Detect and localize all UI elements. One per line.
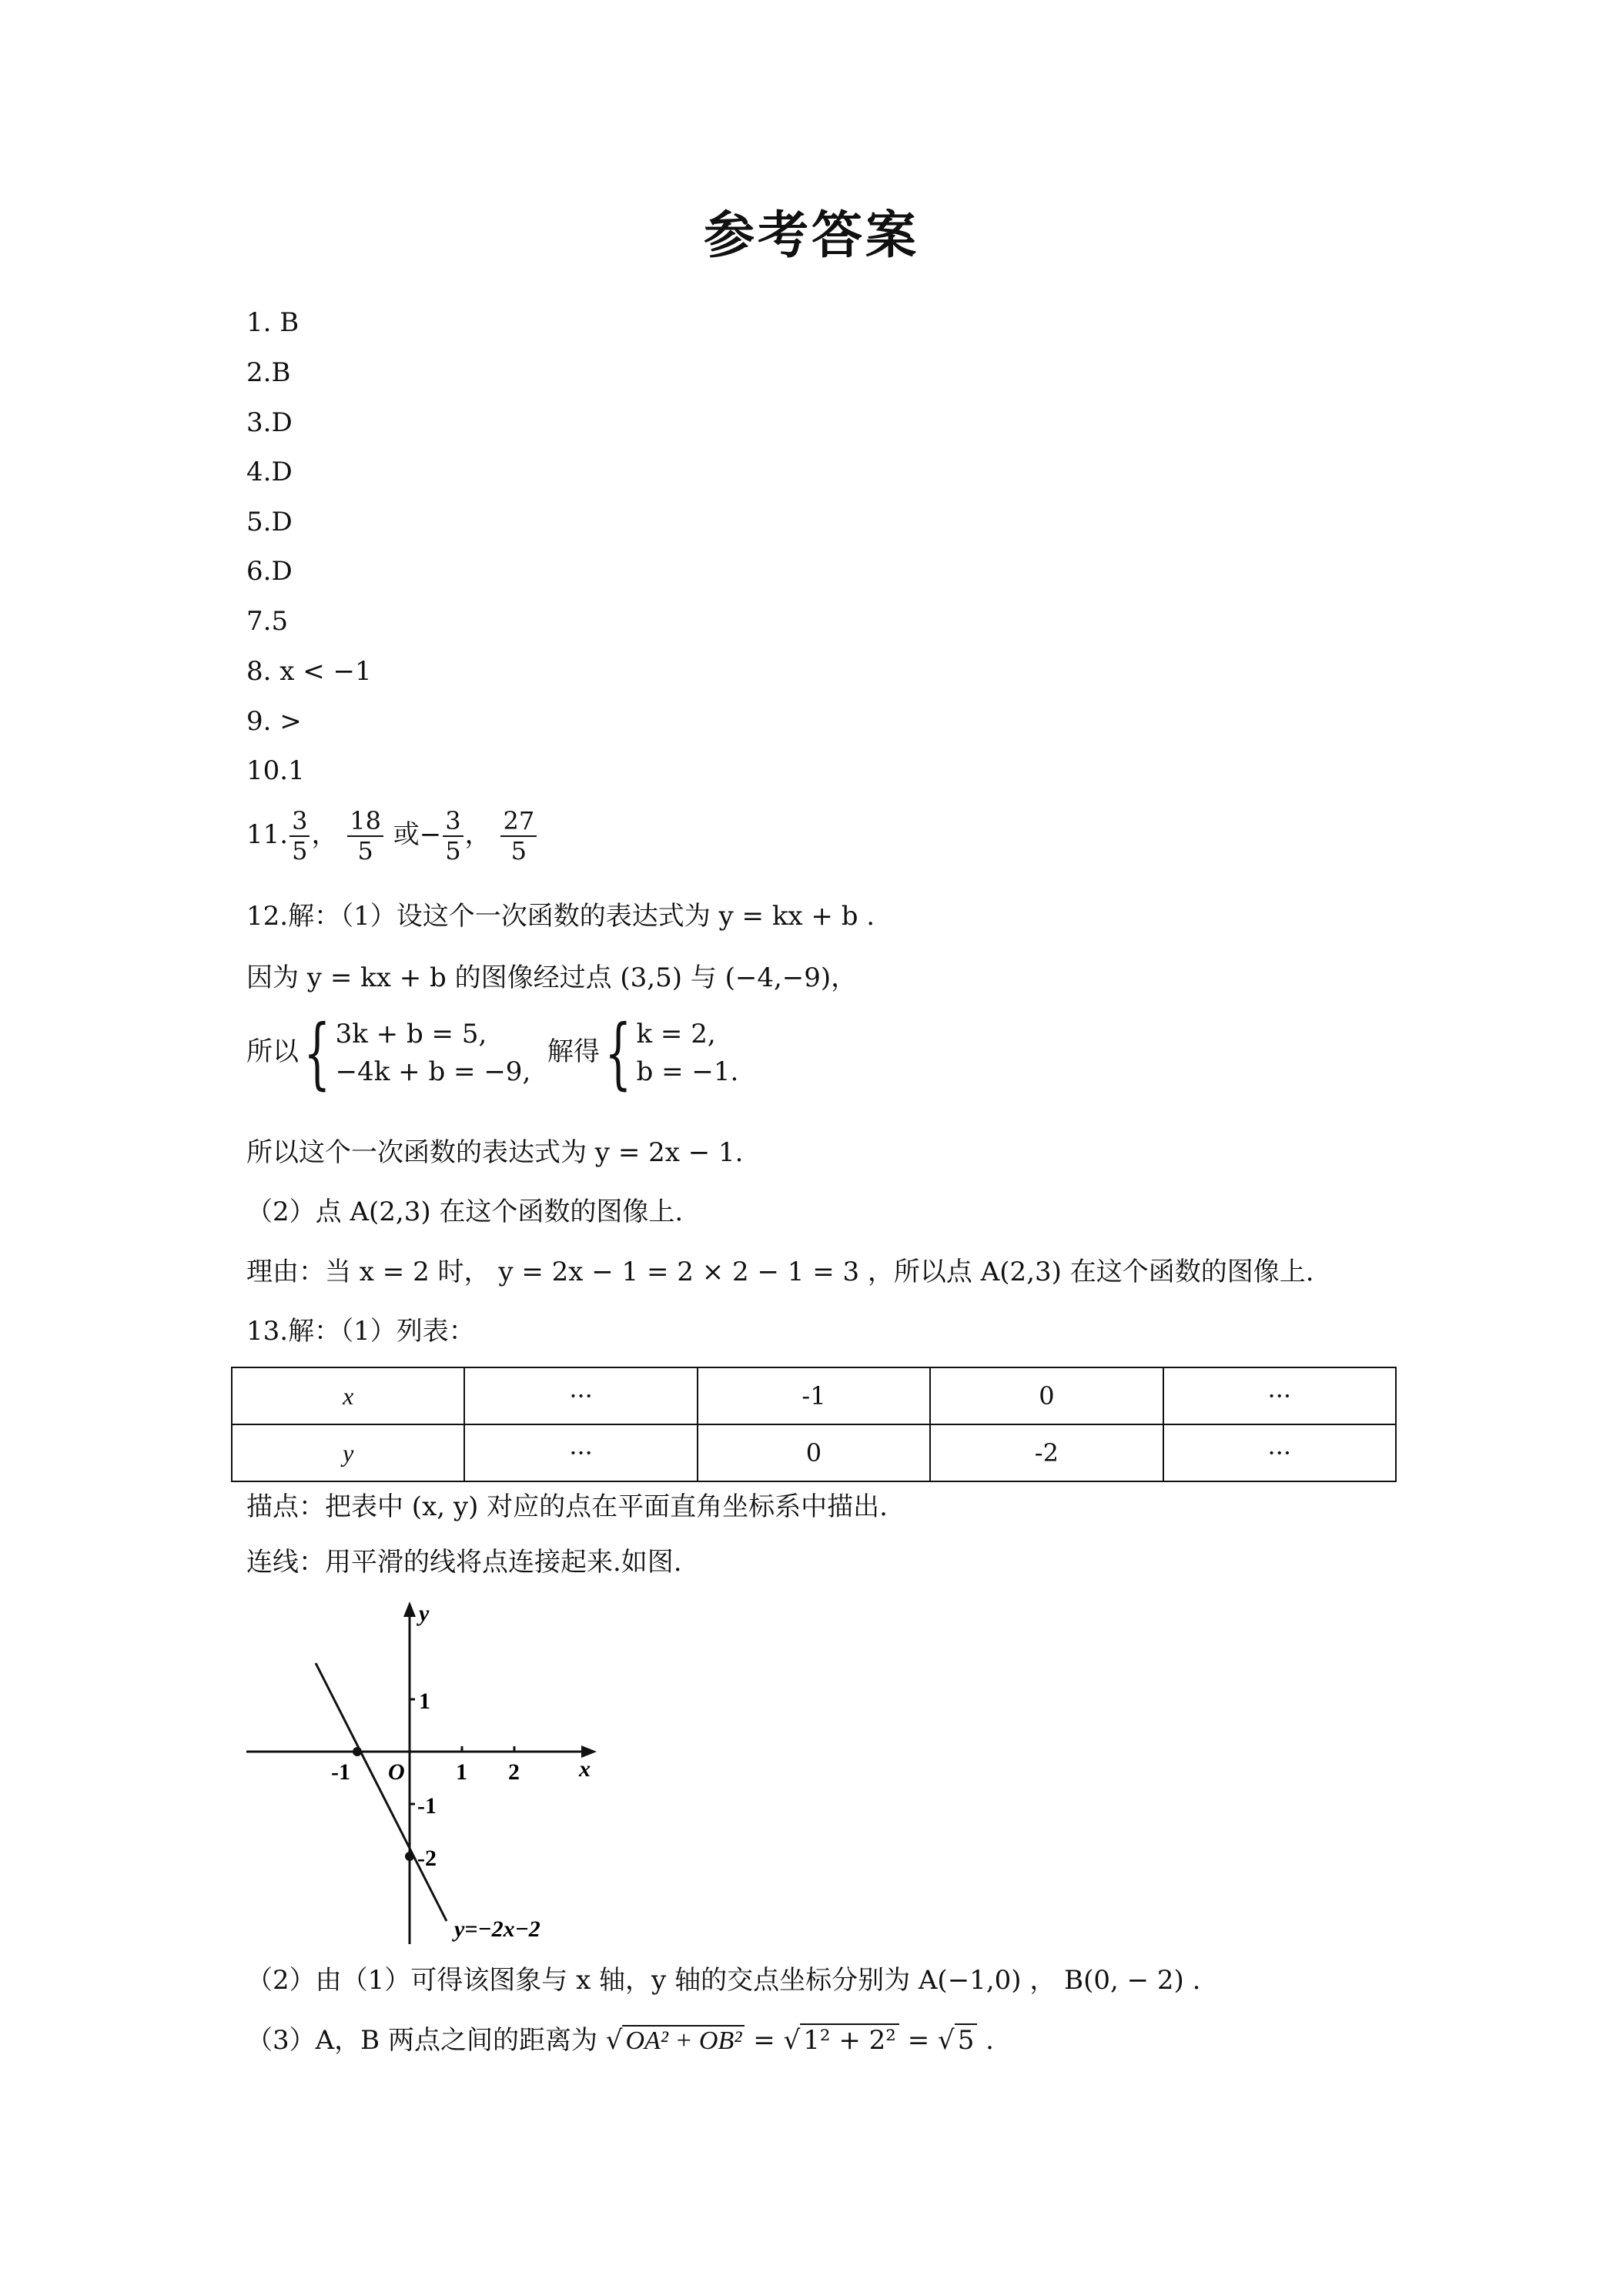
page-title: 参考答案: [704, 206, 919, 265]
answer-3: 3.D: [246, 407, 293, 438]
sqrt-expression: 5: [955, 2023, 978, 2056]
fraction-4: $\frac{27}{5}$: [500, 807, 537, 865]
intercept-point-b: [405, 1852, 414, 1861]
q12-line-4: 所以这个一次函数的表达式为 y = 2x − 1.: [246, 1137, 744, 1168]
table-cell: -1: [698, 1367, 930, 1424]
answer-11: 11. $\frac{3}{5}$ ， $\frac{18}{5}$ 或− $\frac{3}{5}$ ， $\frac{27}{5}$: [246, 807, 538, 865]
fraction-2: $\frac{18}{5}$: [347, 807, 383, 865]
x-tick-label: -1: [331, 1759, 350, 1785]
table-cell: -2: [930, 1424, 1163, 1481]
left-brace: {: [604, 1008, 632, 1098]
function-graph: [246, 1598, 608, 1952]
y-axis-arrow-icon: [403, 1602, 416, 1617]
q12-line-5: （2）点 A(2,3) 在这个函数的图像上.: [246, 1197, 684, 1227]
q13-line-2: 描点：把表中 (x, y) 对应的点在平面直角坐标系中描出.: [246, 1491, 888, 1522]
q13-line-1: 13.解：（1）列表：: [246, 1316, 475, 1347]
answer-5: 5.D: [246, 507, 293, 537]
solution-system: k = 2, b = −1.: [636, 1018, 739, 1087]
q12-line-1: 12.解：（1）设这个一次函数的表达式为 y = kx + b .: [246, 901, 875, 932]
equation-system: 3k + b = 5, −4k + b = −9,: [335, 1018, 531, 1087]
q13-line-5: （3）A，B 两点之间的距离为 √ OA² + OB² = √ 1² + 2² = √ 5 .: [246, 2025, 994, 2056]
x-tick-label: 2: [508, 1759, 520, 1785]
sqrt-icon: √: [783, 2025, 801, 2056]
x-axis-label: x: [579, 1756, 591, 1782]
answer-7: 7.5: [246, 606, 289, 637]
fraction-3: $\frac{3}{5}$: [443, 807, 463, 865]
q12-line-3: 所以{ 3k + b = 5, −4k + b = −9, 解得{ k = 2, b = −1.: [246, 1008, 739, 1098]
answer-4: 4.D: [246, 457, 293, 487]
table-cell: 0: [930, 1367, 1163, 1424]
answer-6: 6.D: [246, 556, 293, 587]
sqrt-icon: √: [605, 2025, 623, 2056]
table-cell: ···: [464, 1367, 697, 1424]
table-cell: 0: [698, 1424, 930, 1481]
x-tick-label: 1: [456, 1759, 467, 1785]
line-equation-label: y=−2x−2: [454, 1916, 540, 1942]
sqrt-expression: 1² + 2²: [800, 2023, 899, 2056]
y-axis-label: y: [419, 1601, 430, 1626]
table-cell: x: [232, 1367, 464, 1424]
y-tick-label: -2: [417, 1846, 437, 1871]
answer-11-prefix: 11.: [246, 818, 289, 850]
answer-10: 10.1: [246, 755, 305, 786]
table-cell: y: [232, 1424, 464, 1481]
answer-1: 1. B: [246, 307, 300, 338]
fraction-1: $\frac{3}{5}$: [289, 807, 310, 865]
table-row: [232, 1424, 1396, 1481]
table-cell: ···: [464, 1424, 697, 1481]
value-table: [231, 1367, 1397, 1482]
q12-line-6: 理由：当 x = 2 时， y = 2x − 1 = 2 × 2 − 1 = 3 ，所以点 A(2,3) 在这个函数的图像上.: [246, 1257, 1314, 1287]
sqrt-expression: OA² + OB²: [622, 2025, 745, 2055]
answer-2: 2.B: [246, 357, 291, 388]
answer-8: 8. x < −1: [246, 656, 372, 687]
y-tick-label: 1: [419, 1689, 430, 1714]
q13-line-4: （2）由（1）可得该图象与 x 轴，y 轴的交点坐标分别为 A(−1,0) ， B(0, − 2) .: [246, 1965, 1201, 1996]
left-brace: {: [303, 1008, 331, 1098]
q13-line-3: 连线：用平滑的线将点连接起来.如图.: [246, 1547, 682, 1578]
y-tick-label: -1: [417, 1793, 437, 1819]
table-row: [232, 1367, 1396, 1424]
sqrt-icon: √: [938, 2025, 955, 2056]
answer-9: 9. >: [246, 706, 302, 737]
q12-line-2: 因为 y = kx + b 的图像经过点 (3,5) 与 (−4,−9)，: [246, 962, 858, 993]
table-cell: ···: [1163, 1424, 1396, 1481]
intercept-point-a: [353, 1747, 362, 1756]
origin-label: O: [388, 1759, 405, 1785]
table-cell: ···: [1163, 1367, 1396, 1424]
